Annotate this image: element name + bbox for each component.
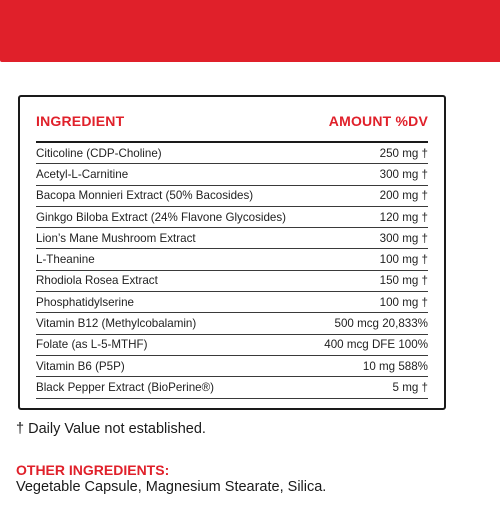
facts-row bbox=[36, 143, 428, 164]
ingredient-amount: 100 mg † bbox=[379, 295, 428, 309]
facts-row bbox=[36, 292, 428, 313]
ingredient-name: Phosphatidylserine bbox=[36, 295, 134, 309]
ingredient-name: Ginkgo Biloba Extract (24% Flavone Glycosides) bbox=[36, 210, 287, 224]
ingredient-amount: 150 mg † bbox=[379, 274, 428, 288]
daily-value-footnote: † Daily Value not established. bbox=[16, 421, 206, 437]
ingredient-name: Vitamin B12 (Methylcobalamin) bbox=[36, 317, 197, 331]
top-banner bbox=[0, 0, 500, 62]
facts-row bbox=[36, 313, 428, 334]
ingredient-amount: 500 mcg 20,833% bbox=[334, 317, 428, 331]
facts-row bbox=[36, 207, 428, 228]
facts-row bbox=[36, 186, 428, 207]
ingredient-name: Bacopa Monnieri Extract (50% Bacosides) bbox=[36, 189, 254, 203]
ingredient-name: Rhodiola Rosea Extract bbox=[36, 274, 158, 288]
facts-header bbox=[36, 97, 428, 143]
ingredient-amount: 120 mg † bbox=[379, 210, 428, 224]
facts-row bbox=[36, 271, 428, 292]
ingredient-name: L-Theanine bbox=[36, 253, 95, 267]
facts-row bbox=[36, 249, 428, 270]
header-ingredient: INGREDIENT bbox=[36, 113, 125, 129]
ingredient-amount: 5 mg † bbox=[392, 380, 428, 394]
ingredient-amount: 200 mg † bbox=[379, 189, 428, 203]
ingredient-name: Vitamin B6 (P5P) bbox=[36, 359, 125, 373]
facts-row bbox=[36, 356, 428, 377]
ingredient-name: Lion’s Mane Mushroom Extract bbox=[36, 231, 196, 245]
ingredient-amount: 300 mg † bbox=[379, 167, 428, 181]
other-ingredients-text: Vegetable Capsule, Magnesium Stearate, Silica. bbox=[16, 479, 327, 495]
facts-row bbox=[36, 377, 428, 398]
facts-row bbox=[36, 164, 428, 185]
facts-row bbox=[36, 228, 428, 249]
other-ingredients-title: OTHER INGREDIENTS: bbox=[16, 462, 170, 478]
facts-row bbox=[36, 335, 428, 356]
supplement-facts-panel bbox=[18, 95, 446, 410]
ingredient-name: Black Pepper Extract (BioPerine®) bbox=[36, 380, 215, 394]
ingredient-name: Citicoline (CDP-Choline) bbox=[36, 146, 162, 160]
ingredient-amount: 300 mg † bbox=[379, 231, 428, 245]
ingredient-amount: 250 mg † bbox=[379, 146, 428, 160]
ingredient-amount: 400 mcg DFE 100% bbox=[324, 338, 428, 352]
ingredient-name: Acetyl-L-Carnitine bbox=[36, 167, 129, 181]
header-amount: AMOUNT %DV bbox=[328, 113, 428, 129]
ingredient-amount: 10 mg 588% bbox=[362, 359, 428, 373]
ingredient-name: Folate (as L-5-MTHF) bbox=[36, 338, 148, 352]
ingredient-amount: 100 mg † bbox=[379, 253, 428, 267]
